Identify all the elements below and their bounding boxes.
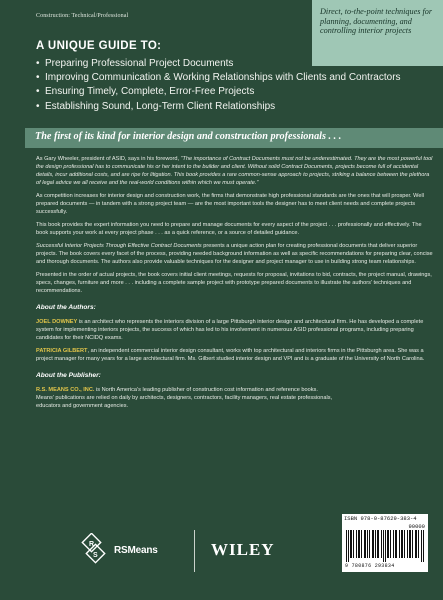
- publisher-bio: R.S. MEANS CO., INC. is North America’s leading publisher of construction cost information and reference books. Means’ publications are relied on daily by architects, designers, contractors, facility managers, real estate professionals, educators and government agencies.: [36, 387, 333, 409]
- bullet-icon: •: [36, 72, 40, 84]
- paragraph: This book provides the expert information you need to prepare and manage documents for every aspect of the project . . . professionally and effectively. The book supports your work at every project phase . . . as a quick reference, or a source of detailed guidance.: [36, 222, 422, 236]
- category-label: Construction: Technical/Professional: [36, 13, 129, 19]
- price-code: 90000: [408, 523, 425, 530]
- ean-digits: 9 780876 293834: [345, 563, 395, 569]
- rsmeans-mark-letter: S: [93, 552, 98, 559]
- publisher-heading: About the Publisher:: [36, 372, 101, 379]
- paragraph: As competition increases for interior design and construction work, the firms that demonstrate high professional standards are the ones that will prosper. Well prepared documents — in tandem with a strong project team — are the most important tools the designer has to meet client needs and complete projects successfully.: [36, 193, 424, 215]
- rsmeans-mark-letter: R: [89, 541, 95, 548]
- benefit-item: • Improving Communication & Working Relationships with Clients and Contractors: [36, 71, 401, 85]
- barcode-bars: [346, 530, 424, 562]
- bullet-icon: •: [36, 86, 40, 98]
- paragraph-foreword: As Gary Wheeler, president of ASID, says in his foreword, “The importance of Contract Documents must not be underestimated. They are the most powerful tool the design professional has to communicate his or her intent to the builder and client. Without solid Contract Documents, projects become full of accidental details, incur additional costs, and are ripe for litigation. This book provides a rare common-sense approach to projects, striking a balance between the plethora of legal advice we all receive and the real-world conditions within which we must operate.”: [36, 156, 433, 186]
- wiley-logo: WILEY: [211, 540, 275, 559]
- bullet-icon: •: [36, 100, 40, 112]
- banner-text: The first of its kind for interior design and construction professionals . . .: [35, 131, 342, 142]
- publisher-name: R.S. MEANS CO., INC.: [36, 387, 95, 393]
- author-name: PATRICIA GILBERT: [36, 348, 88, 354]
- authors-heading: About the Authors:: [36, 304, 96, 311]
- author-bio: PATRICIA GILBERT, an independent commercial interior design consultant, works with top architectural and interiors firms in the Pittsburgh area. She was a project manager for many years for a large architectural firm. Ms. Gilbert studied interior design and VPI and is a graduate of the University of North Carolina.: [36, 348, 425, 362]
- author-name: JOEL DOWNEY: [36, 319, 78, 325]
- publisher-logos: [76, 528, 306, 574]
- logo-divider: [194, 530, 195, 572]
- barcode-area: [342, 514, 428, 572]
- author-bio: JOEL DOWNEY is an architect who represents the interiors division of a large Pittsburgh interior design and architectural firm. He has developed a complete system for implementing interiors projects, the success of which has led to his involvement in numerous ASID professional programs, including preparing candidates for their NCIDQ exams.: [36, 319, 424, 341]
- benefit-item: • Ensuring Timely, Complete, Error-Free Projects: [36, 85, 401, 99]
- benefit-list: [36, 57, 401, 114]
- banner: [25, 128, 443, 148]
- isbn-text: ISBN 978-0-87629-383-4: [344, 515, 417, 522]
- paragraph-book-title: Successful Interior Projects Through Effective Contract Documents presents a unique action plan for creating professional documents that deliver superior projects. The book covers every facet of the process, providing needed background information as well as specific recommendations for preparing clear, concise and thorough documents. The authors also provide valuable techniques for the designer and project manager to use in building strong team relationships.: [36, 243, 433, 265]
- foreword-quote: “The importance of Contract Documents must not be underestimated. They are the most powerful tool the design professional has to communicate his or her intent to the builder and client. Without solid Contract Documents, projects become full of accidental details, incur additional costs, and are ripe for litigation. This book provides a rare common-sense approach to projects, striking a balance between the plethora of legal advice we all receive and the real-world conditions within which we must operate.”: [36, 156, 433, 186]
- description-body: [36, 155, 434, 415]
- bullet-icon: •: [36, 58, 40, 69]
- rsmeans-logo-icon: [76, 533, 110, 567]
- benefit-item: • Establishing Sound, Long-Term Client Relationships: [36, 100, 401, 114]
- book-title: Successful Interior Projects Through Effective Contract Documents: [36, 243, 202, 249]
- tagline-text: Direct, to-the-point techniques for planning, documenting, and controlling interior projects: [320, 7, 433, 36]
- headline: A UNIQUE GUIDE TO:: [36, 40, 162, 52]
- benefit-item: • Preparing Professional Project Documents: [36, 57, 401, 71]
- rsmeans-logo-text: RSMeans: [114, 545, 158, 556]
- paragraph: Presented in the order of actual projects, the book covers initial client meetings, requests for proposal, invitations to bid, contracts, the project manual, drawings, specs, changes, furniture and more . . . including a complete sample project with prototype prepared documents to illustrate the authors’ techniques and recommendations.: [36, 272, 432, 294]
